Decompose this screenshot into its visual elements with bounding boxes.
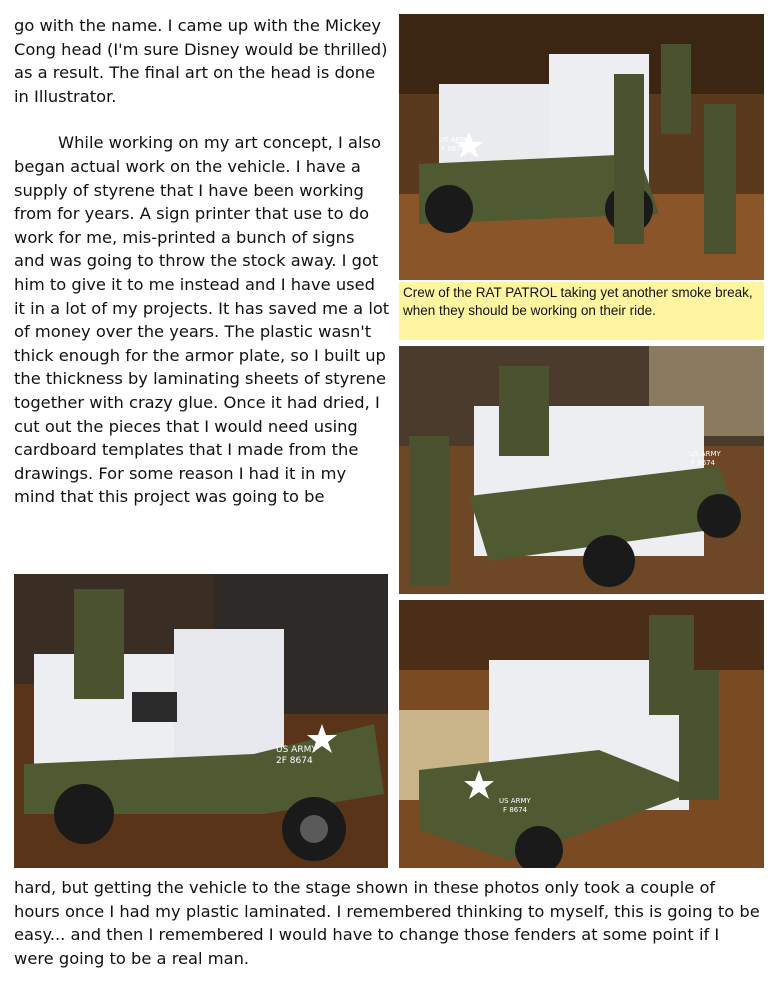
photo-jeep-side — [399, 346, 764, 594]
marking-number: F 8674 — [503, 806, 528, 814]
marking-us-army: US ARMY — [499, 797, 531, 805]
photo-crew-smoke-break — [399, 14, 764, 280]
article-column-text — [14, 14, 390, 509]
paragraph-1: go with the name. I came up with the Mickey Cong head (I'm sure Disney would be thrilled) as a result. The final art on the head is done in Illustrator. — [14, 16, 388, 106]
marking-us-army: US ARMY — [276, 745, 317, 755]
photo-jeep-front-right — [399, 600, 764, 868]
paragraph-3: hard, but getting the vehicle to the stage shown in these photos only took a couple of hours once I had my plastic laminated. I remembered thinking to myself, this is going to be easy... and then I remembered I would have to change those fenders at some point if I were going to be a real man. — [14, 878, 760, 968]
marking-us-army: US ARMY — [689, 450, 721, 458]
marking-number: F 8674 — [441, 145, 466, 153]
marking-number: 2F 8674 — [276, 756, 313, 766]
marking-number: F 8674 — [691, 459, 716, 467]
marking-us-army: US ARMY — [439, 136, 471, 144]
article-bottom-text — [14, 876, 764, 970]
photo-jeep-front-left — [14, 574, 388, 868]
photo-caption: Crew of the RAT PATROL taking yet another smoke break, when they should be working on their ride. — [399, 282, 764, 340]
paragraph-2: While working on my art concept, I also began actual work on the vehicle. I have a supply of styrene that I have been working from for years. A sign printer that use to do work for me, mis-printed a bunch of signs and was going to throw the stock away. I got him to give it to me instead and I have used it in a lot of my projects. It has saved me a lot of money over the years. The plastic wasn't thick enough for the armor plate, so I built up the thickness by laminating sheets of styrene together with crazy glue. Once it had dried, I cut out the pieces that I would need using cardboard templates that I made from the drawings. For some reason I had it in my mind that this project was going to be — [14, 133, 390, 507]
